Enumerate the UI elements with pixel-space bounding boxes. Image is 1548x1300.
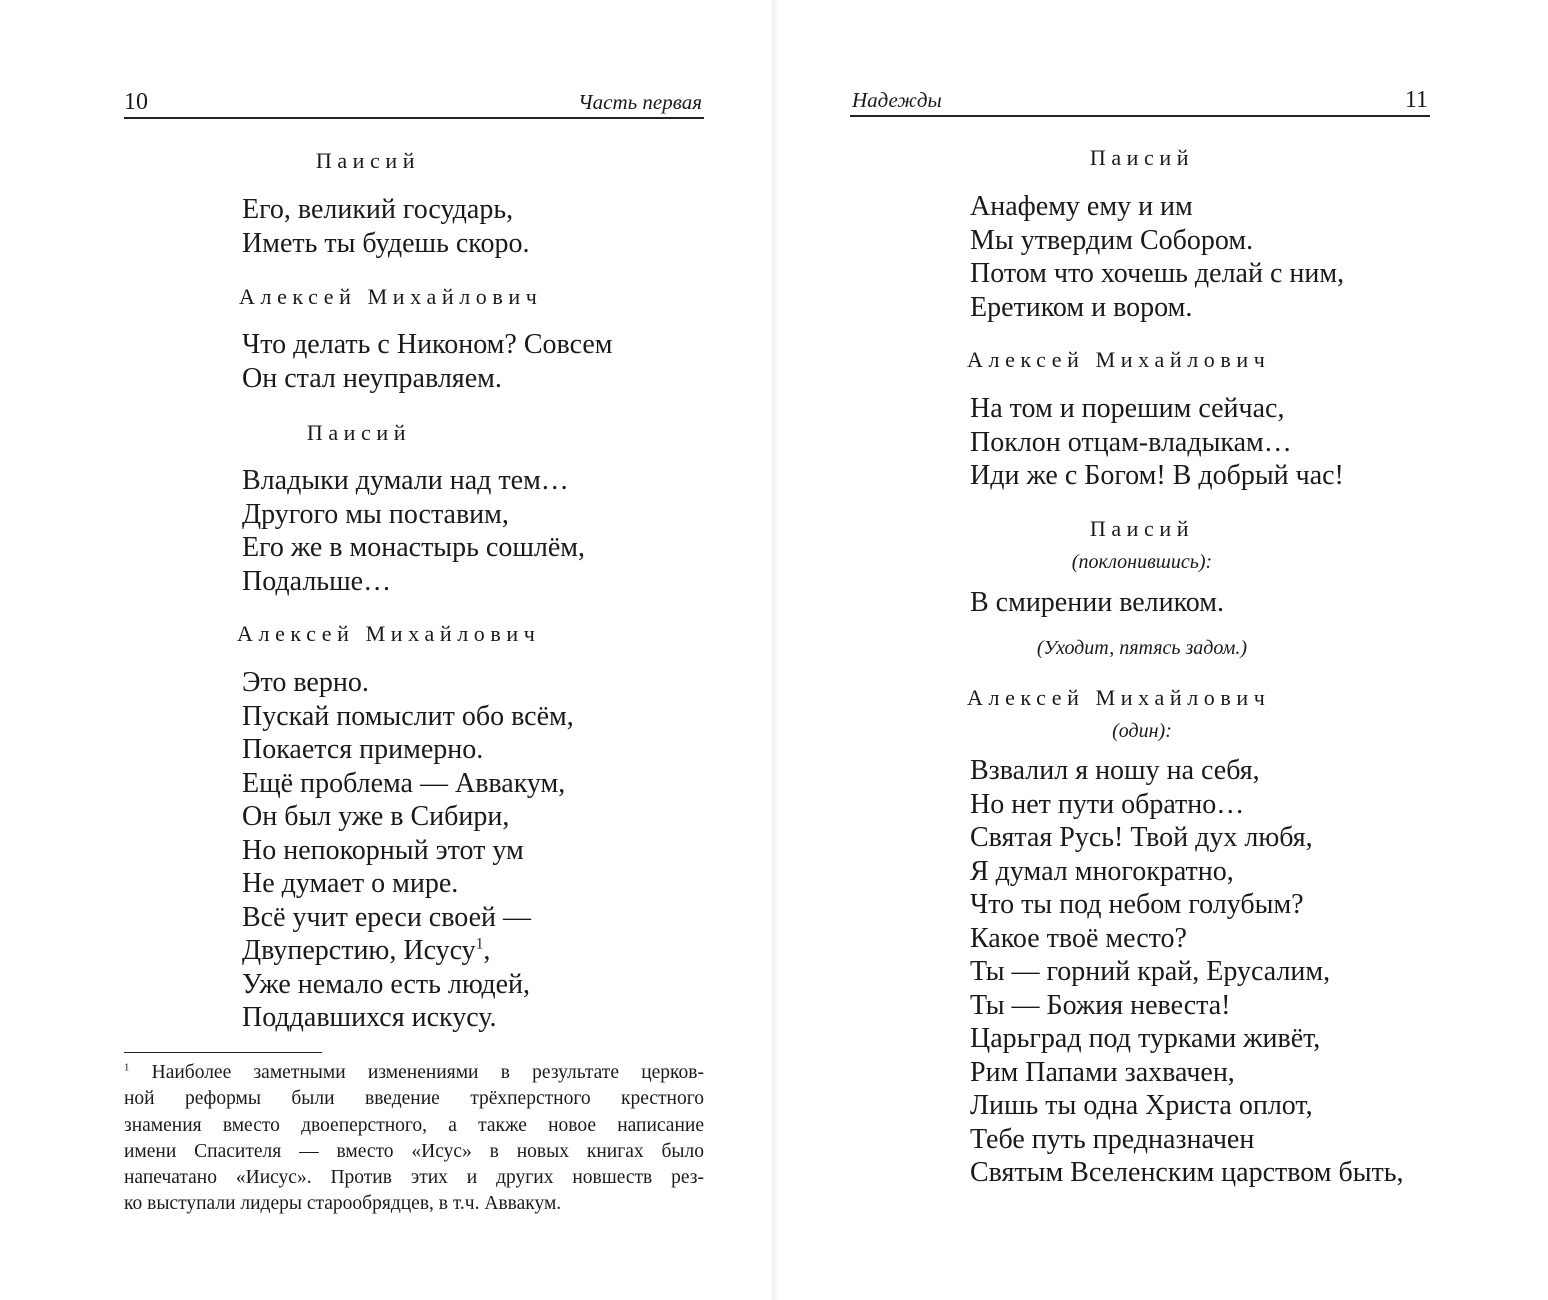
verse-line: Я думал многократно, bbox=[970, 855, 1234, 887]
stage-direction: (поклонившись): bbox=[1071, 551, 1213, 573]
verse-line: Ты — Божия невеста! bbox=[970, 989, 1231, 1021]
verse-line: Тебе путь предназначен bbox=[970, 1123, 1255, 1155]
verse-line: Какое твоё место? bbox=[970, 922, 1187, 954]
verse-line: Святая Русь! Твой дух любя, bbox=[970, 822, 1313, 853]
verse-line: Что делать с Никоном? Совсем bbox=[242, 329, 613, 360]
footnote-rule bbox=[124, 1052, 322, 1053]
speaker-name: Алексей Михайлович bbox=[237, 621, 541, 646]
header-rule-left bbox=[124, 117, 704, 119]
verse-stanza bbox=[970, 392, 1344, 493]
footnote-ref: 1 bbox=[475, 935, 484, 953]
footnote-line: имени Спасителя — вместо «Исус» в новых книгах было bbox=[124, 1140, 704, 1162]
verse-line: Но нет пути обратно… bbox=[970, 788, 1245, 820]
verse-line: Но непокорный этот ум bbox=[242, 834, 524, 866]
footnote bbox=[124, 1060, 704, 1218]
verse-line: Владыки думали над тем… bbox=[242, 465, 569, 496]
verse-line: Не думает о мире. bbox=[242, 868, 459, 899]
verse-line: Поддавшихся искусу. bbox=[242, 1002, 497, 1033]
verse-line: Еретиком и вором. bbox=[970, 291, 1193, 323]
verse-line: Святым Вселенским царством быть, bbox=[970, 1157, 1404, 1188]
verse-stanza bbox=[242, 193, 529, 260]
stage-direction: (один): bbox=[1112, 720, 1172, 742]
verse-stanza bbox=[970, 754, 1404, 1190]
footnote-line: знамения вместо двоеперстного, а также новое написание bbox=[124, 1114, 704, 1136]
verse-line: Иметь ты будешь скоро. bbox=[242, 227, 530, 259]
footnote-line: напечатано «Иисус». Против этих и других новшеств рез- bbox=[124, 1167, 704, 1189]
speaker-name: Алексей Михайлович bbox=[967, 685, 1271, 710]
verse-line: Царьград под турками живёт, bbox=[970, 1023, 1321, 1054]
verse-stanza bbox=[970, 586, 1224, 620]
footnote-line: ко выступали лидеры старообрядцев, в т.ч. Аввакум. bbox=[124, 1193, 562, 1215]
verse-line: Лишь ты одна Христа оплот, bbox=[970, 1090, 1313, 1121]
running-head-right: Надежды bbox=[852, 88, 942, 112]
verse-stanza bbox=[242, 328, 612, 395]
verse-line: Потом что хочешь делай с ним, bbox=[970, 258, 1345, 289]
page-number-left: 10 bbox=[124, 89, 148, 115]
footnote-line: ной реформы были введение трёхперстного крестного bbox=[124, 1088, 704, 1110]
verse-line: Всё учит ереси своей — bbox=[242, 901, 532, 933]
verse-line: Это верно. bbox=[242, 667, 369, 698]
verse-stanza bbox=[970, 190, 1344, 324]
footnote-line bbox=[124, 1060, 704, 1086]
verse-line: Его же в монастырь сошлём, bbox=[242, 532, 585, 563]
page-number-right: 11 bbox=[1404, 87, 1428, 113]
verse-line: Иди же с Богом! В добрый час! bbox=[970, 460, 1344, 491]
verse-line: Уже немало есть людей, bbox=[242, 968, 531, 1000]
verse-line: На том и порешим сейчас, bbox=[970, 393, 1285, 424]
header-rule-right bbox=[850, 115, 1430, 117]
verse-line: Поклон отцам-владыкам… bbox=[970, 426, 1292, 458]
verse-line-text: Двуперстию, Исусу bbox=[242, 935, 476, 966]
right-page bbox=[774, 0, 1548, 1300]
speaker-name: Паисий bbox=[1089, 145, 1195, 170]
verse-line: Пускай помыслит обо всём, bbox=[242, 700, 574, 732]
speaker-name: Алексей Михайлович bbox=[967, 347, 1271, 372]
speaker-name: Паисий bbox=[315, 148, 421, 173]
verse-line: Другого мы поставим, bbox=[242, 498, 509, 530]
footnote-line-text: Наиболее заметными изменениями в результате церков- bbox=[151, 1062, 704, 1083]
running-head-left: Часть первая bbox=[578, 90, 702, 114]
verse-line: Рим Папами захвачен, bbox=[970, 1056, 1235, 1088]
verse-line: Его, великий государь, bbox=[242, 194, 514, 225]
speaker-name: Паисий bbox=[306, 420, 412, 445]
speaker-name: Алексей Михайлович bbox=[239, 284, 543, 309]
verse-line-with-footnote: Двуперстию, Исусу$^1$, bbox=[242, 935, 491, 966]
verse-line: В смирении великом. bbox=[970, 587, 1224, 618]
verse-line: Подальше… bbox=[242, 565, 392, 597]
verse-line: Мы утвердим Собором. bbox=[970, 224, 1254, 256]
verse-line: Он стал неуправляем. bbox=[242, 362, 502, 394]
verse-line: Ещё проблема — Аввакум, bbox=[242, 767, 566, 799]
verse-stanza bbox=[242, 464, 585, 598]
stage-direction: (Уходит, пятясь задом.) bbox=[1036, 637, 1248, 659]
footnote-marker: 1 bbox=[124, 1061, 130, 1074]
verse-line: Что ты под небом голубым? bbox=[970, 889, 1304, 920]
verse-line: Ты — горний край, Ерусалим, bbox=[970, 956, 1331, 987]
verse-line: Анафему ему и им bbox=[970, 191, 1193, 222]
verse-stanza bbox=[242, 666, 574, 1035]
verse-line: Взвалил я ношу на себя, bbox=[970, 755, 1260, 786]
verse-line: Покается примерно. bbox=[242, 734, 484, 765]
verse-line: Он был уже в Сибири, bbox=[242, 801, 510, 832]
speaker-name: Паисий bbox=[1089, 516, 1195, 541]
